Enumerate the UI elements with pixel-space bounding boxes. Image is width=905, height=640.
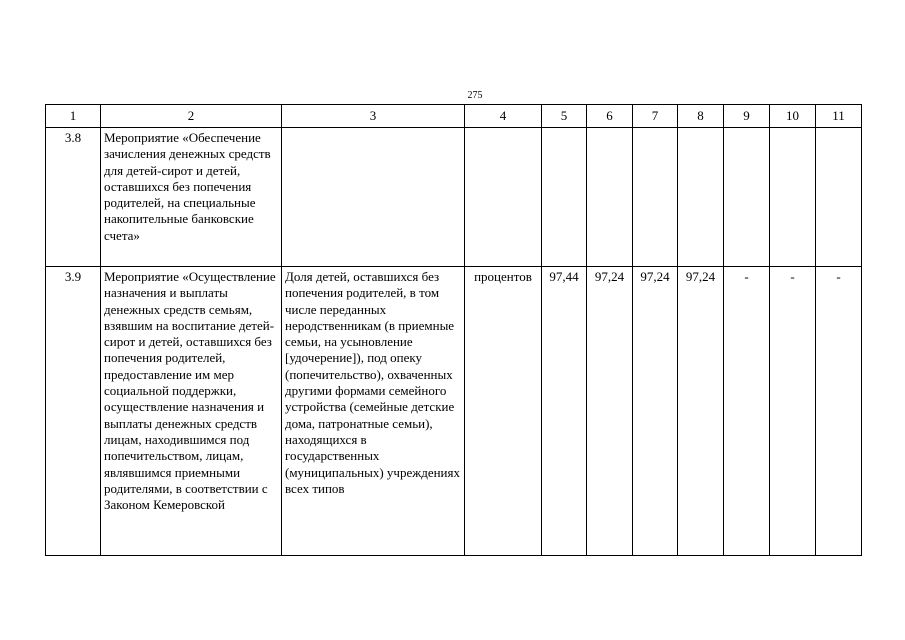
table-row (46, 128, 862, 267)
row-number: 3.8 (46, 128, 101, 267)
value-cell (633, 128, 678, 267)
value-cell: - (816, 267, 862, 556)
value-cell (816, 128, 862, 267)
page-number: 275 (467, 90, 483, 101)
indicator-cell (282, 128, 465, 267)
column-header: 10 (770, 105, 816, 128)
value-cell (770, 128, 816, 267)
value-cell (542, 128, 587, 267)
value-cell (724, 128, 770, 267)
column-header: 1 (46, 105, 101, 128)
event-cell: Мероприятие «Осуществление назначения и выплаты денежных средств семьям, взявшим на воспитание детей-сирот и детей, оставшихся без попечения родителей, предоставление им мер социальной поддержки, осуществление назначения и выплаты денежных средств лицам, находившимся под попечительством, лицам, являвшимся приемными родителями, в соответствии с Законом Кемеровской (101, 267, 282, 556)
column-header: 9 (724, 105, 770, 128)
value-cell: 97,44 (542, 267, 587, 556)
value-cell: 97,24 (587, 267, 633, 556)
indicator-cell: Доля детей, оставшихся без попечения родителей, в том числе переданных неродственникам (в приемные семьи, на усыновление [удочерение]), под опеку (попечительство), охваченных другими формами семейного устройства (семейные детские дома, патронатные семьи), находящихся в государственных (муниципальных) учреждениях всех типов (282, 267, 465, 556)
unit-cell (465, 128, 542, 267)
value-cell (587, 128, 633, 267)
column-header: 11 (816, 105, 862, 128)
value-cell (678, 128, 724, 267)
indicator-table (45, 104, 862, 556)
column-header: 7 (633, 105, 678, 128)
row-number: 3.9 (46, 267, 101, 556)
value-cell: - (724, 267, 770, 556)
table-row (46, 267, 862, 556)
table-header-row (46, 105, 862, 128)
event-cell: Мероприятие «Обеспечение зачисления денежных средств для детей-сирот и детей, оставшихся без попечения родителей, на специальные накопительные банковские счета» (101, 128, 282, 267)
column-header: 4 (465, 105, 542, 128)
value-cell: - (770, 267, 816, 556)
column-header: 8 (678, 105, 724, 128)
column-header: 2 (101, 105, 282, 128)
value-cell: 97,24 (678, 267, 724, 556)
column-header: 3 (282, 105, 465, 128)
unit-cell: процентов (465, 267, 542, 556)
column-header: 5 (542, 105, 587, 128)
value-cell: 97,24 (633, 267, 678, 556)
column-header: 6 (587, 105, 633, 128)
